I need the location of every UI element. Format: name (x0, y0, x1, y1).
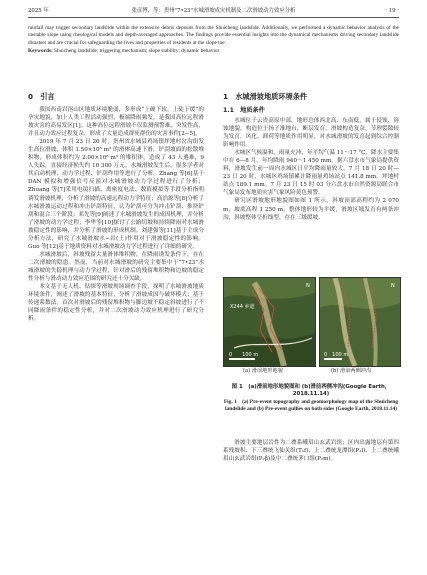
satellite-map-b (320, 278, 400, 366)
figure-1b-map (319, 277, 401, 367)
intro-paragraph: 2019 年 7 月 23 日 20 时，贵州省水城县鸡场镇坪地村岔沟组发生高位滑坡，体积 1.50×10⁶ m³ 的滑体高速下滑，铲刮坡面的松散堆积物，形成体积约为 2.00×10⁶ m³ 的堆积体，造成了 43 人遇难，9 人失踪，直接经济损失约 10 300 万元。水城滑坡发生后，很多学者对其启动机理、动力学过程、铲刮作用等进行了分析。Zhang 等[6]基于 DAN 模拟和增强信号反演对水城滑坡动力学过程进行了分析；Zhuang 等[7]采用电镜扫描、离密度电法、数值模拟等手段分析指明诱发滑坡机理，分析了滑坡的高速远程动力学特征；高浩源等[8]分析了水城滑坡运动过程和冲击铲刮特征，认为铲刮可分为冲击铲刮、推挤铲刮和混合三个阶段；邓先等[9]阐述了水城滑坡发生的成因机理，并分析了滑坡的动力学过程；李华等[10]探讨了公路切坡和持续降雨对水城滑坡稳定性的影响，并分析了滑坡的形成机制。刘建强等[11]基于主成分分析方法，研究了水城滑坡水−岩(土)作用对于滑坡稳定性的影响。Guo 等[12]基于地质资料对水城滑坡动力学过程进行了详细的研究。 (28, 139, 204, 250)
north-arrow-a: N (306, 283, 310, 289)
scale-bar-a: 0 100 m (229, 352, 259, 358)
scale-bar-b: 0 100 m (324, 352, 349, 358)
figure-1-caption (223, 384, 399, 414)
subcaption-a: (a) 滑前地形地貌 (243, 368, 283, 374)
keywords-label: Keywords: (28, 48, 53, 55)
figure-1 (223, 277, 399, 381)
abstract-text: rainfall may trigger secondary landslide within the extensive debris deposits from the Shuicheng landslide. Additionally, we performed a dynamic behavior analysis of the unstable slope using rheological models and depth-averaged approaches. The findings provide essential insights into the dynamical mechanisms driving secondary landslide disasters and are crucial for safeguarding the lives and properties of residents at the slope toe. (28, 25, 399, 46)
subsection-1-1-heading: 1.1 地质条件 (223, 107, 265, 114)
abstract (28, 25, 399, 56)
keywords-text: Shuicheng landslide; triggering mechanism; slope stability; dynamic behavior (52, 48, 220, 55)
right-column-bottom (223, 439, 399, 463)
geology-paragraph: 水城区气候温和，雨量充沛，年平均气温 11～17 °C，降水主要集中在 6—8 月，年均降雨 940～1 450 mm。据六盘水市气象局提供资料，滑坡发生前一周内水城区日平均降雨量较大。7 月 18 日 20 时—23 日 20 时，水城区鸡场镇累计降雨量鸡场站点 141.8 mm，坪地村站点 189.1 mm。7 月 23 日 15 时 03 分六盘水市自然资源局联合市气象局发布地质灾害气象风险黄色预警。 (223, 150, 399, 197)
running-header (28, 5, 399, 18)
intro-paragraph: 水城滑坡后，斜坡残留大量滑体堆积物，在降雨诱发条件下，存在二次滑坡的隐患。然而，当前对水城滑坡的研究主要集中于“7•23”水城滑坡的失稳机理与动力学过程，针对滑后的残留堆积物和边坡的稳定性分析与滑动动力效应范围的研究还十分欠缺。 (28, 251, 204, 282)
intro-paragraph: 我国西南岩溶山区地质环境脆弱，多形成“上硬下软、上陡下缓”的孕灾地貌，加上人类工程活动强烈，极端降雨频发，是我国高位远程滑坡灾害的高易发区[1]。这种高位远程滑坡不仅监测预警难、突发性高，并且动力效应过程复杂，形成了大量造成群死群伤的灾害事件[2−5]。 (28, 107, 204, 138)
header-year: 2025 年 (28, 8, 49, 14)
stratigraphy-paragraph: 滑坡主要地层岩性为二叠系峨眉山玄武岩组；区内出露地层有第四系残坡积、下三叠统飞仙关组(T₁f)、上二叠统龙潭组(P₂l)、上二叠统峨眉山玄武岩组(P₂β)及中二叠统茅口组(P₂m)。 (223, 440, 399, 463)
north-arrow-b: N (391, 283, 395, 289)
keywords-line (28, 48, 399, 55)
section-0-heading: 0 引言 (28, 92, 55, 101)
intro-paragraph: 本文基于无人机、钻探等滑坡现场调查手段，探明了水城滑坡地质环境条件，阐述了滑坡的基本特征，分析了滑坡成因与破坏模式；基于传递系数法，首次对滑坡后的残留堆积物与脚边坡不稳定斜坡进行了不同降雨条件的稳定性分析，并对二次滑坡动力效应机理进行了研究分析。 (28, 284, 204, 323)
figure-1a-map (223, 277, 316, 367)
section-1-heading: 1 水城滑坡地质环境条件 (223, 92, 308, 101)
header-title: 张彦博，等：贵州"7•23"水城滑坡成灾机制及二次滑坡动力效应分析 (131, 8, 296, 14)
caption-english: Fig. 1 (a) Pre-event topography and geomorphology map of the Shuicheng landslide and (b) Pre-event gullies on both sides (Google Earth, 2018.11.14) (223, 398, 399, 413)
header-page-number: · 19 · (385, 8, 399, 14)
road-label: X244 乡道 (230, 304, 255, 310)
left-column (28, 92, 204, 323)
geology-paragraph: 水城位于云贵高原中部，地形总体西北高、东南低，属于侵蚀、溶蚀地貌，构造位于扬子准地台，断层发育。滑坡构造复杂，节理裂隙较为发育，风化、卸荷等地质作用明显，对水城滑坡的发育起到综合控制影响作用。 (223, 118, 399, 149)
geology-paragraph: 研究区滑坡地形地貌图如图 1 所示，斜坡顶部高程约为 2 070 m，坡底高程 1 250 m，整体地形较为平缓，滑坡区域发育有两条冲沟，斜坡整体呈折线型，存在三级缓坡。 (223, 198, 399, 221)
satellite-map-a (224, 278, 315, 366)
right-column (223, 92, 399, 222)
caption-chinese: 图 1 (a)滑前地形地貌图和 (b)滑前两侧冲沟(Google Earth，2018.11.14) (231, 384, 391, 398)
subcaption-b: (b) 滑前两侧冲沟 (331, 368, 372, 374)
